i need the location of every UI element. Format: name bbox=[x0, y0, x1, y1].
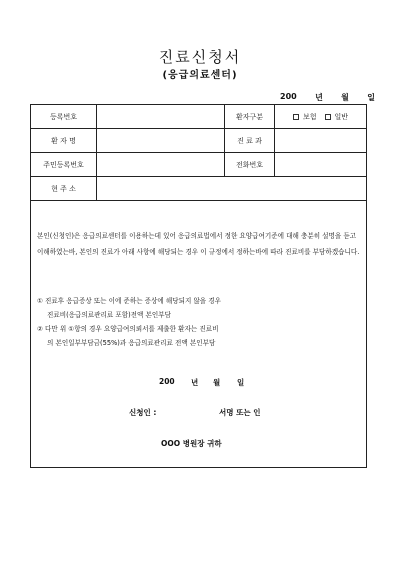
insurance-checkbox[interactable] bbox=[293, 114, 299, 120]
top-date bbox=[280, 92, 375, 103]
sign-or-seal-label: 서명 또는 인 bbox=[219, 408, 261, 417]
sign-date-day-unit: 일 bbox=[237, 378, 245, 387]
resident-no-field[interactable] bbox=[96, 153, 224, 176]
address-label: 현 주 소 bbox=[51, 184, 76, 193]
addressee: OOO 병원장 귀하 bbox=[161, 439, 222, 448]
reg-no-field[interactable] bbox=[96, 105, 224, 128]
phone-field[interactable] bbox=[274, 153, 366, 176]
address-field[interactable] bbox=[96, 177, 366, 200]
patient-type-label: 환자구분 bbox=[224, 105, 274, 128]
general-option-label: 일반 bbox=[334, 112, 349, 121]
patient-name-label: 환 자 명 bbox=[51, 136, 76, 145]
item-2-line-2: 의 본인일부부담금(55%)과 응급의료관리료 전액 본인부담 bbox=[47, 339, 216, 347]
sign-date-month-unit: 월 bbox=[213, 378, 221, 387]
department-field[interactable] bbox=[274, 129, 366, 152]
form-subtitle: (응급의료센터) bbox=[162, 70, 238, 81]
top-date-month-unit: 월 bbox=[341, 93, 349, 102]
form-row-resident bbox=[31, 153, 366, 177]
department-label: 진 료 과 bbox=[224, 129, 274, 152]
form-title: 진료신청서 bbox=[158, 48, 242, 66]
application-form bbox=[30, 104, 367, 468]
phone-label: 전화번호 bbox=[224, 153, 274, 176]
item-2-line-1: ② 다만 위 ①항의 경우 요양급여의뢰서를 제출한 환자는 진료비 bbox=[37, 325, 219, 333]
insurance-option-label: 보험 bbox=[302, 112, 317, 121]
form-row-name bbox=[31, 129, 366, 153]
patient-type-field bbox=[274, 105, 366, 128]
sign-date-year-unit: 년 bbox=[191, 378, 199, 387]
sign-date-year: 200 bbox=[159, 377, 175, 386]
resident-no-label: 주민등록번호 bbox=[43, 160, 84, 169]
top-date-year-unit: 년 bbox=[315, 93, 323, 102]
patient-name-field[interactable] bbox=[96, 129, 224, 152]
applicant-label: 신청인 : bbox=[129, 408, 157, 417]
top-date-year: 200 bbox=[280, 92, 297, 101]
form-row-address bbox=[31, 177, 366, 201]
top-date-day-unit: 일 bbox=[367, 93, 375, 102]
general-checkbox[interactable] bbox=[325, 114, 331, 120]
consent-paragraph: 본인(신청인)은 응급의료센터를 이용하는데 있어 응급의료법에서 정한 요양급여기준에 대해 충분히 설명을 듣고 이해하였는바, 본인의 진료가 아래 사항에 해당되는 경우 이 규정에서 정하는바에 따라 진료비를 부담하겠습니다. bbox=[37, 232, 360, 256]
form-row-reg bbox=[31, 105, 366, 129]
item-1-line-2: 진료비(응급의료관리료 포함)전액 본인부담 bbox=[47, 311, 171, 319]
reg-no-label: 등록번호 bbox=[49, 112, 78, 121]
item-1-line-1: ① 진료후 응급증상 또는 이에 준하는 증상에 해당되지 않을 경우 bbox=[37, 297, 222, 305]
